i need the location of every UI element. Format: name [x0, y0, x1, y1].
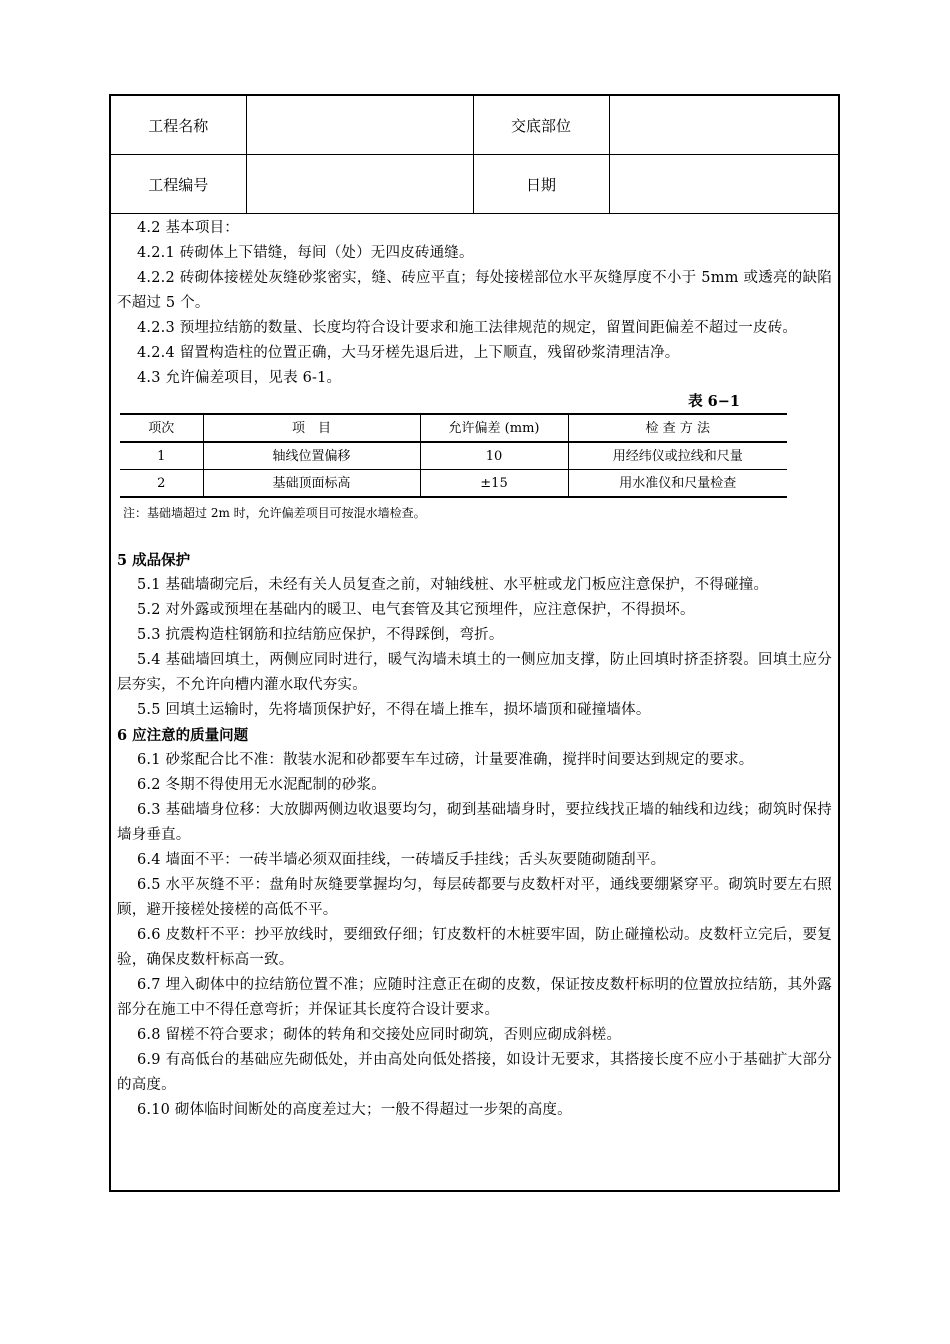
col-header-method: 检 查 方 法 — [568, 414, 787, 442]
table-cell: 基础顶面标高 — [203, 470, 420, 498]
table-cell: ±15 — [420, 470, 568, 498]
paragraph-4-3: 4.3 允许偏差项目，见表 6-1。 — [137, 370, 342, 386]
part-label: 交底部位 — [473, 96, 609, 155]
paragraph-6-6: 6.6 皮数杆不平：抄平放线时，要细致仔细；钉皮数杆的木桩要牢固，防止碰撞松动。皮数杆立完后，要复验，确保皮数杆标高一致。 — [117, 927, 832, 968]
paragraph-5-5: 5.5 回填土运输时，先将墙顶保护好，不得在墙上推车，损坏墙顶和碰撞墙体。 — [137, 702, 651, 718]
header-row-1 — [111, 96, 838, 155]
paragraph-6-10: 6.10 砌体临时间断处的高度差过大；一般不得超过一步架的高度。 — [137, 1102, 572, 1118]
paragraph-6-4: 6.4 墙面不平：一砖半墙必须双面挂线，一砖墙反手挂线；舌头灰要随砌随刮平。 — [137, 852, 666, 868]
paragraph-6-7: 6.7 埋入砌体中的拉结筋位置不准；应随时注意正在砌的皮数，保证按皮数杆标明的位置放拉结筋，其外露部分在施工中不得任意弯折；并保证其长度符合设计要求。 — [117, 977, 832, 1018]
table-note: 注：基础墙超过 2m 时，允许偏差项目可按混水墙检查。 — [123, 506, 426, 520]
paragraph-5-2: 5.2 对外露或预埋在基础内的暖卫、电气套管及其它预埋件，应注意保护，不得损坏。 — [137, 602, 695, 618]
project-no-label: 工程编号 — [111, 155, 246, 214]
project-name-label: 工程名称 — [111, 96, 246, 155]
section-5-heading: 5 成品保护 — [117, 552, 191, 569]
project-name-value — [246, 96, 473, 155]
project-no-value — [246, 155, 473, 214]
part-value — [609, 96, 838, 155]
paragraph-6-8: 6.8 留槎不符合要求；砌体的转角和交接处应同时砌筑，否则应砌成斜槎。 — [137, 1027, 622, 1043]
paragraph-6-5: 6.5 水平灰缝不平：盘角时灰缝要掌握均匀，每层砖都要与皮数杆对平，通线要绷紧穿平。砌筑时要左右照顾，避开接槎处接槎的高低不平。 — [117, 877, 832, 918]
spacer — [117, 524, 832, 548]
header-table — [111, 96, 838, 214]
col-header-item: 项 目 — [203, 414, 420, 442]
section-6-heading: 6 应注意的质量问题 — [117, 727, 249, 744]
table-cell: 2 — [120, 470, 203, 498]
table-row — [120, 470, 787, 498]
paragraph-4-2-1: 4.2.1 砖砌体上下错缝，每间（处）无四皮砖通缝。 — [137, 245, 474, 261]
table-cell: 10 — [420, 442, 568, 470]
paragraph-5-4: 5.4 基础墙回填土，两侧应同时进行，暖气沟墙未填土的一侧应加支撑，防止回填时挤歪挤裂。回填土应分层夯实，不允许向槽内灌水取代夯实。 — [117, 652, 832, 693]
date-label: 日期 — [473, 155, 609, 214]
deviation-table — [120, 413, 787, 498]
table-cell: 轴线位置偏移 — [203, 442, 420, 470]
table-caption: 表 6−1 — [688, 393, 740, 410]
document-frame — [109, 94, 840, 1192]
paragraph-4-2: 4.2 基本项目： — [137, 220, 239, 236]
paragraph-6-2: 6.2 冬期不得使用无水泥配制的砂浆。 — [137, 777, 386, 793]
col-header-tolerance: 允许偏差 (mm) — [420, 414, 568, 442]
table-cell: 用经纬仪或拉线和尺量 — [568, 442, 787, 470]
table-cell: 用水准仪和尺量检查 — [568, 470, 787, 498]
header-row-2 — [111, 155, 838, 214]
table-row — [120, 442, 787, 470]
date-value — [609, 155, 838, 214]
table-cell: 1 — [120, 442, 203, 470]
col-header-index: 项次 — [120, 414, 203, 442]
document-body — [117, 216, 832, 1123]
paragraph-6-9: 6.9 有高低台的基础应先砌低处，并由高处向低处搭接，如设计无要求，其搭接长度不应小于基础扩大部分的高度。 — [117, 1052, 832, 1093]
paragraph-6-1: 6.1 砂浆配合比不准：散装水泥和砂都要车车过磅，计量要准确，搅拌时间要达到规定的要求。 — [137, 752, 754, 768]
paragraph-4-2-4: 4.2.4 留置构造柱的位置正确，大马牙槎先退后进，上下顺直，残留砂浆清理洁净。 — [137, 345, 680, 361]
paragraph-6-3: 6.3 基础墙身位移：大放脚两侧边收退要均匀，砌到基础墙身时，要拉线找正墙的轴线和边线；砌筑时保持墙身垂直。 — [117, 802, 832, 843]
paragraph-4-2-3: 4.2.3 预埋拉结筋的数量、长度均符合设计要求和施工法律规范的规定，留置间距偏差不超过一皮砖。 — [137, 320, 798, 336]
table-header-row — [120, 414, 787, 442]
paragraph-5-3: 5.3 抗震构造柱钢筋和拉结筋应保护，不得踩倒，弯折。 — [137, 627, 504, 643]
paragraph-4-2-2: 4.2.2 砖砌体接槎处灰缝砂浆密实，缝、砖应平直；每处接槎部位水平灰缝厚度不小于 5mm 或透亮的缺陷不超过 5 个。 — [117, 270, 832, 311]
paragraph-5-1: 5.1 基础墙砌完后，未经有关人员复查之前，对轴线桩、水平桩或龙门板应注意保护，不得碰撞。 — [137, 577, 769, 593]
